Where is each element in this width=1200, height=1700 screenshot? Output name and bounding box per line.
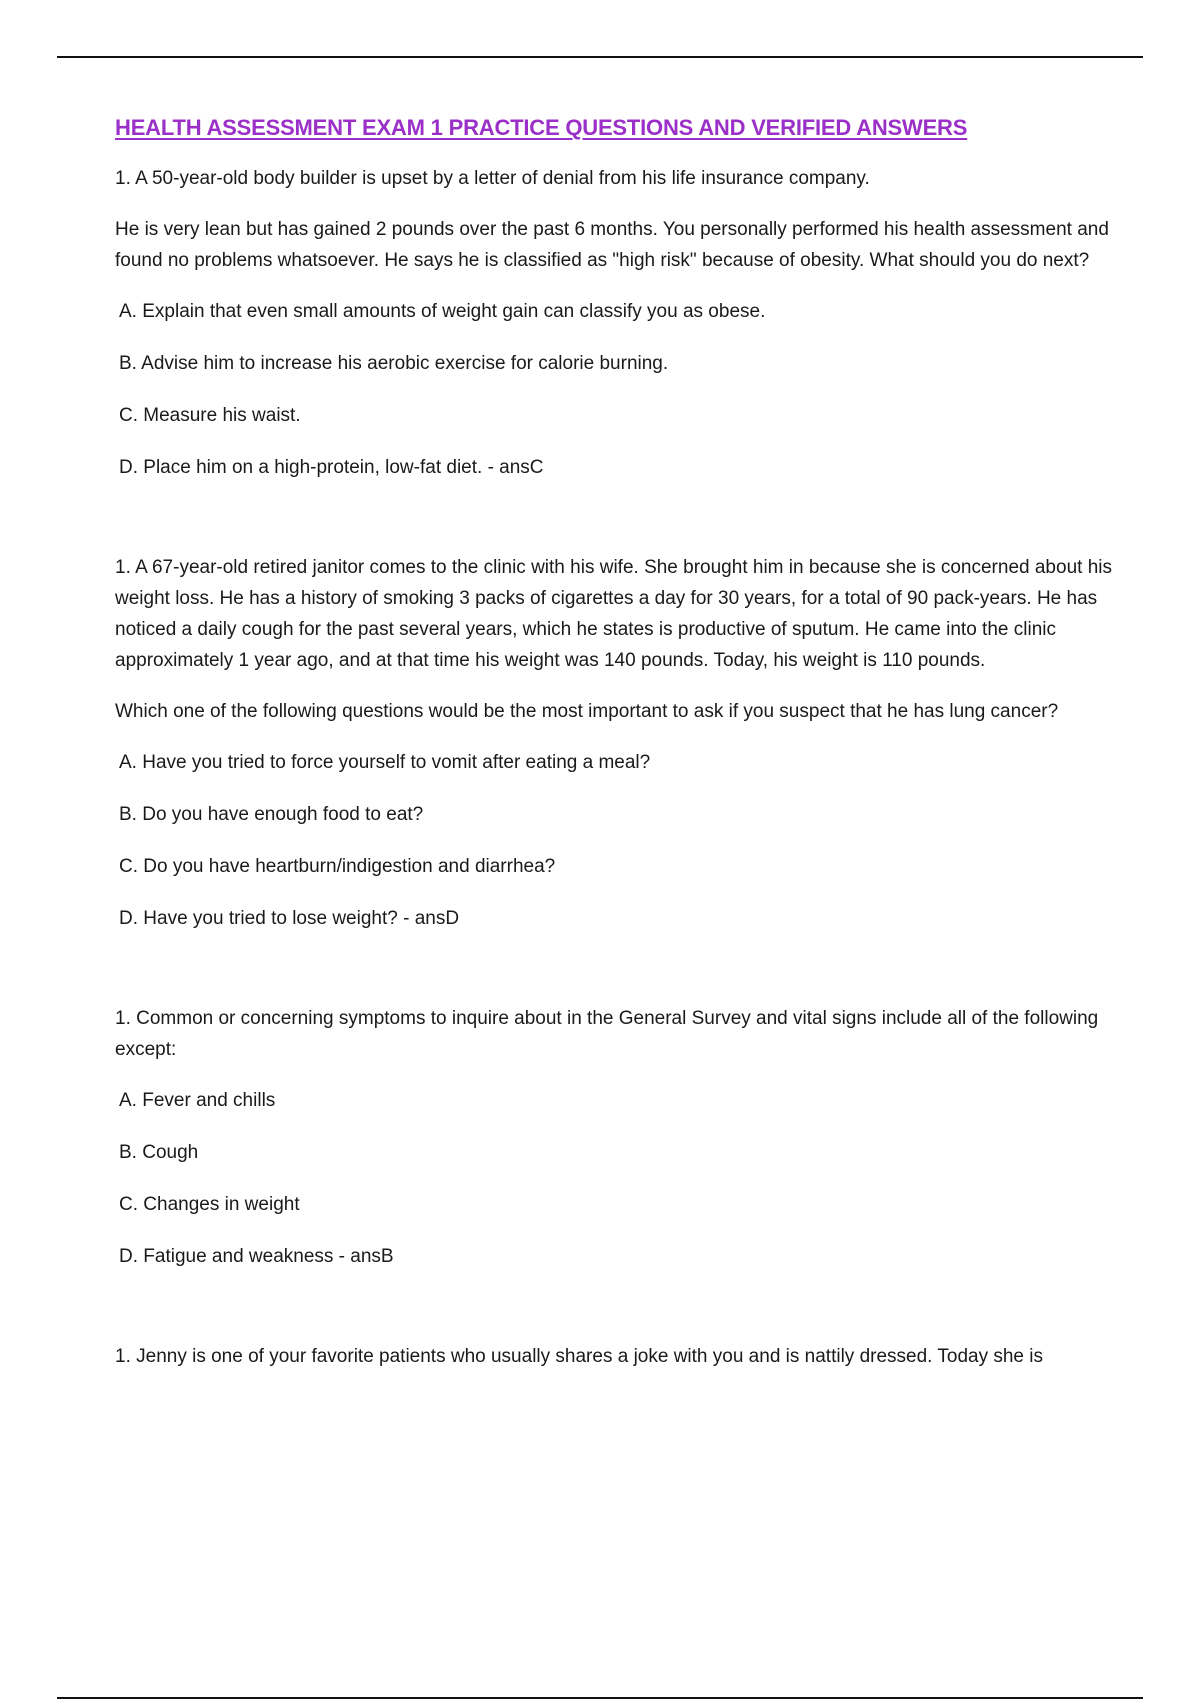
document-title: HEALTH ASSESSMENT EXAM 1 PRACTICE QUESTIONS AND VERIFIED ANSWERS xyxy=(115,115,968,140)
answer-option: D. Fatigue and weakness - ansB xyxy=(119,1246,394,1267)
question-stem: 1. Jenny is one of your favorite patients who usually shares a joke with you and is nattily dressed. Today she is xyxy=(115,1346,1043,1367)
answer-option: C. Changes in weight xyxy=(119,1194,300,1215)
question-stem: Which one of the following questions would be the most important to ask if you suspect that he has lung cancer? xyxy=(115,701,1059,722)
question-4 xyxy=(115,1341,1115,1372)
question-spacer xyxy=(115,955,1115,1003)
question-3 xyxy=(115,1003,1115,1272)
bottom-rule xyxy=(57,1697,1143,1699)
document-body xyxy=(115,115,1115,1392)
question-spacer xyxy=(115,504,1115,552)
answer-option: B. Do you have enough food to eat? xyxy=(119,804,424,825)
question-stem: He is very lean but has gained 2 pounds over the past 6 months. You personally performed his health assessment and found no problems whatsoever. He says he is classified as "high risk" because of obesity. What should you do next? xyxy=(115,219,1109,271)
answer-option: D. Place him on a high-protein, low-fat diet. - ansC xyxy=(119,457,544,478)
answer-option: B. Cough xyxy=(119,1142,199,1163)
answer-option: A. Fever and chills xyxy=(119,1090,276,1111)
answer-option: A. Explain that even small amounts of weight gain can classify you as obese. xyxy=(119,301,766,322)
question-2 xyxy=(115,552,1115,934)
answer-option: D. Have you tried to lose weight? - ansD xyxy=(119,908,460,929)
answer-option: C. Measure his waist. xyxy=(119,405,301,426)
question-stem: 1. A 50-year-old body builder is upset by a letter of denial from his life insurance company. xyxy=(115,168,870,189)
question-stem: 1. Common or concerning symptoms to inquire about in the General Survey and vital signs include all of the following except: xyxy=(115,1008,1099,1060)
question-1 xyxy=(115,163,1115,483)
top-rule xyxy=(57,56,1143,58)
answer-option: B. Advise him to increase his aerobic exercise for calorie burning. xyxy=(119,353,669,374)
answer-option: A. Have you tried to force yourself to vomit after eating a meal? xyxy=(119,752,651,773)
question-spacer xyxy=(115,1293,1115,1341)
answer-option: C. Do you have heartburn/indigestion and diarrhea? xyxy=(119,856,556,877)
question-stem: 1. A 67-year-old retired janitor comes to the clinic with his wife. She brought him in because she is concerned about his weight loss. He has a history of smoking 3 packs of cigarettes a day for 30 years, for a total of 90 pack-years. He has noticed a daily cough for the past several years, which he states is productive of sputum. He came into the clinic approximately 1 year ago, and at that time his weight was 140 pounds. Today, his weight is 110 pounds. xyxy=(115,557,1112,671)
